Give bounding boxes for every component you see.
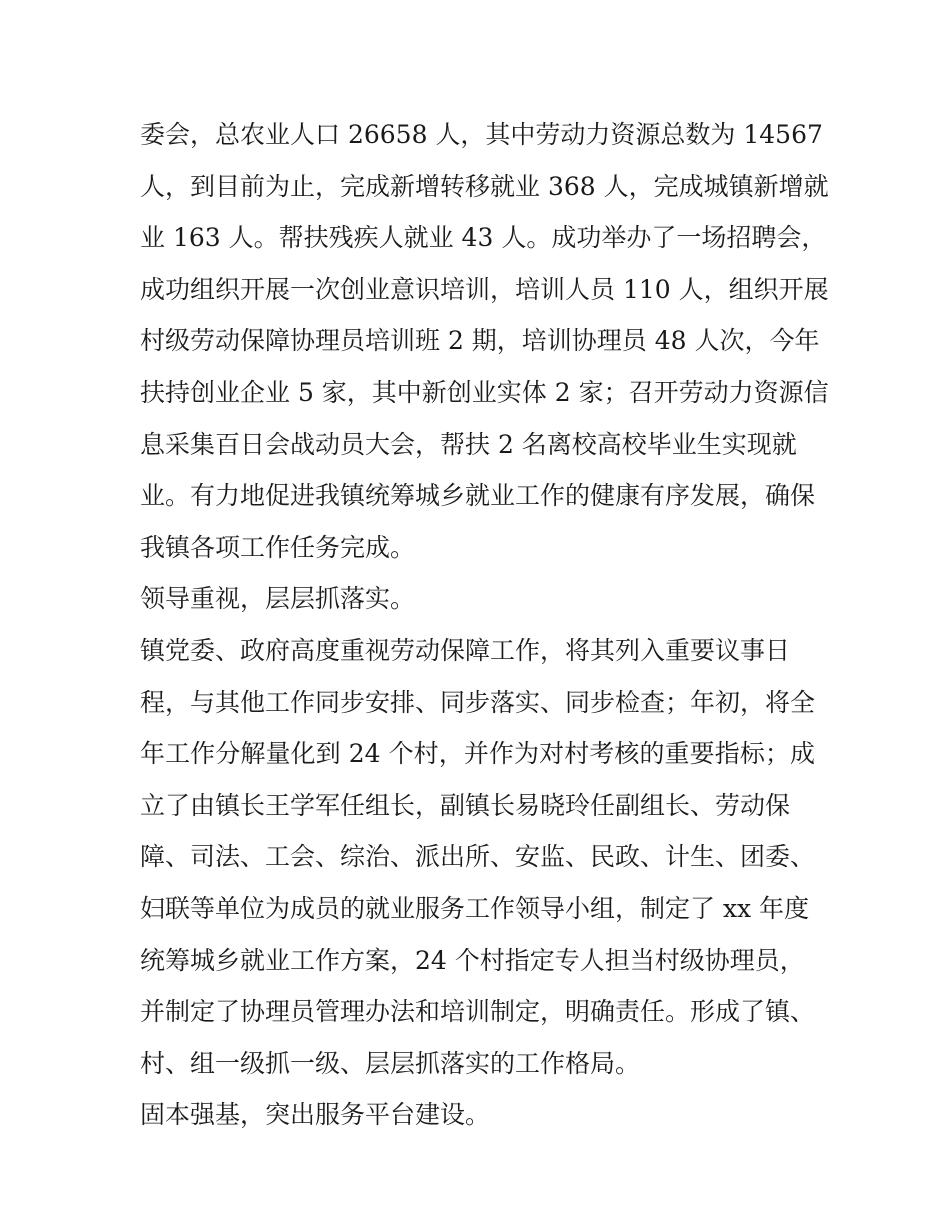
text-line: 统筹城乡就业工作方案，24 个村指定专人担当村级协理员， (140, 945, 805, 975)
text-line: 程，与其他工作同步安排、同步落实、同步检查；年初，将全 (140, 687, 816, 717)
section-heading: 固本强基，突出服务平台建设。 (140, 1100, 491, 1130)
section-heading: 领导重视，层层抓落实。 (140, 584, 416, 614)
text-line: 扶持创业企业 5 家，其中新创业实体 2 家；召开劳动力资源信 (140, 377, 829, 407)
text-line: 业。有力地促进我镇统筹城乡就业工作的健康有序发展，确保 (140, 481, 816, 511)
text-line: 立了由镇长王学军任组长，副镇长易晓玲任副组长、劳动保 (140, 790, 791, 820)
body-text (140, 109, 829, 1141)
text-line: 委会，总农业人口 26658 人，其中劳动力资源总数为 14567 (140, 120, 823, 149)
text-line: 并制定了协理员管理办法和培训制定，明确责任。形成了镇、 (140, 997, 816, 1027)
text-line: 我镇各项工作任务完成。 (140, 532, 416, 562)
text-line: 业 163 人。帮扶残疾人就业 43 人。成功举办了一场招聘会， (140, 223, 827, 253)
text-line: 障、司法、工会、综治、派出所、安监、民政、计生、团委、 (140, 842, 816, 872)
text-line: 镇党委、政府高度重视劳动保障工作，将其列入重要议事日 (140, 635, 791, 665)
text-line: 成功组织开展一次创业意识培训，培训人员 110 人，组织开展 (140, 274, 829, 304)
text-line: 息采集百日会战动员大会，帮扶 2 名离校高校毕业生实现就 (140, 429, 797, 459)
text-line: 村级劳动保障协理员培训班 2 期，培训协理员 48 人次，今年 (140, 326, 820, 356)
text-line: 年工作分解量化到 24 个村，并作为对村考核的重要指标；成 (140, 739, 815, 769)
text-line: 人，到目前为止，完成新增转移就业 368 人，完成城镇新增就 (140, 171, 829, 201)
text-line: 妇联等单位为成员的就业服务工作领导小组，制定了 xx 年度 (140, 893, 810, 923)
text-line: 村、组一级抓一级、层层抓落实的工作格局。 (140, 1048, 641, 1078)
